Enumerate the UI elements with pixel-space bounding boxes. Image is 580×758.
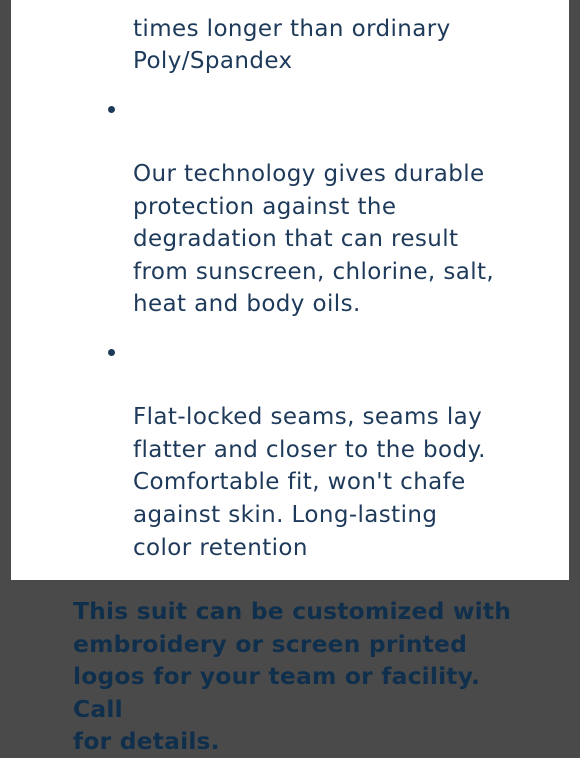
left-dark-border <box>0 0 11 580</box>
bullet-icon <box>108 349 115 356</box>
feature-item-durability <box>11 0 569 78</box>
feature-text-durability: times longer than ordinary Poly/Spandex <box>133 15 451 75</box>
customization-note: This suit can be customized with embroidery or screen printed logos for your team or facility. Call for details. <box>73 597 512 756</box>
feature-text-protection: Our technology gives durable protection against the degradation that can result from sunscreen, chlorine, salt, heat and body oils. <box>133 160 495 318</box>
feature-list <box>11 0 569 564</box>
product-description-panel <box>11 0 569 756</box>
feature-item-protection <box>11 93 569 321</box>
product-description-content <box>11 0 569 758</box>
right-dark-border <box>569 0 580 580</box>
bullet-icon <box>108 106 115 113</box>
feature-item-seams <box>11 336 569 564</box>
feature-text-seams: Flat-locked seams, seams lay flatter and closer to the body. Comfortable fit, won't chafe against skin. Long-lasting color retention <box>133 404 486 561</box>
